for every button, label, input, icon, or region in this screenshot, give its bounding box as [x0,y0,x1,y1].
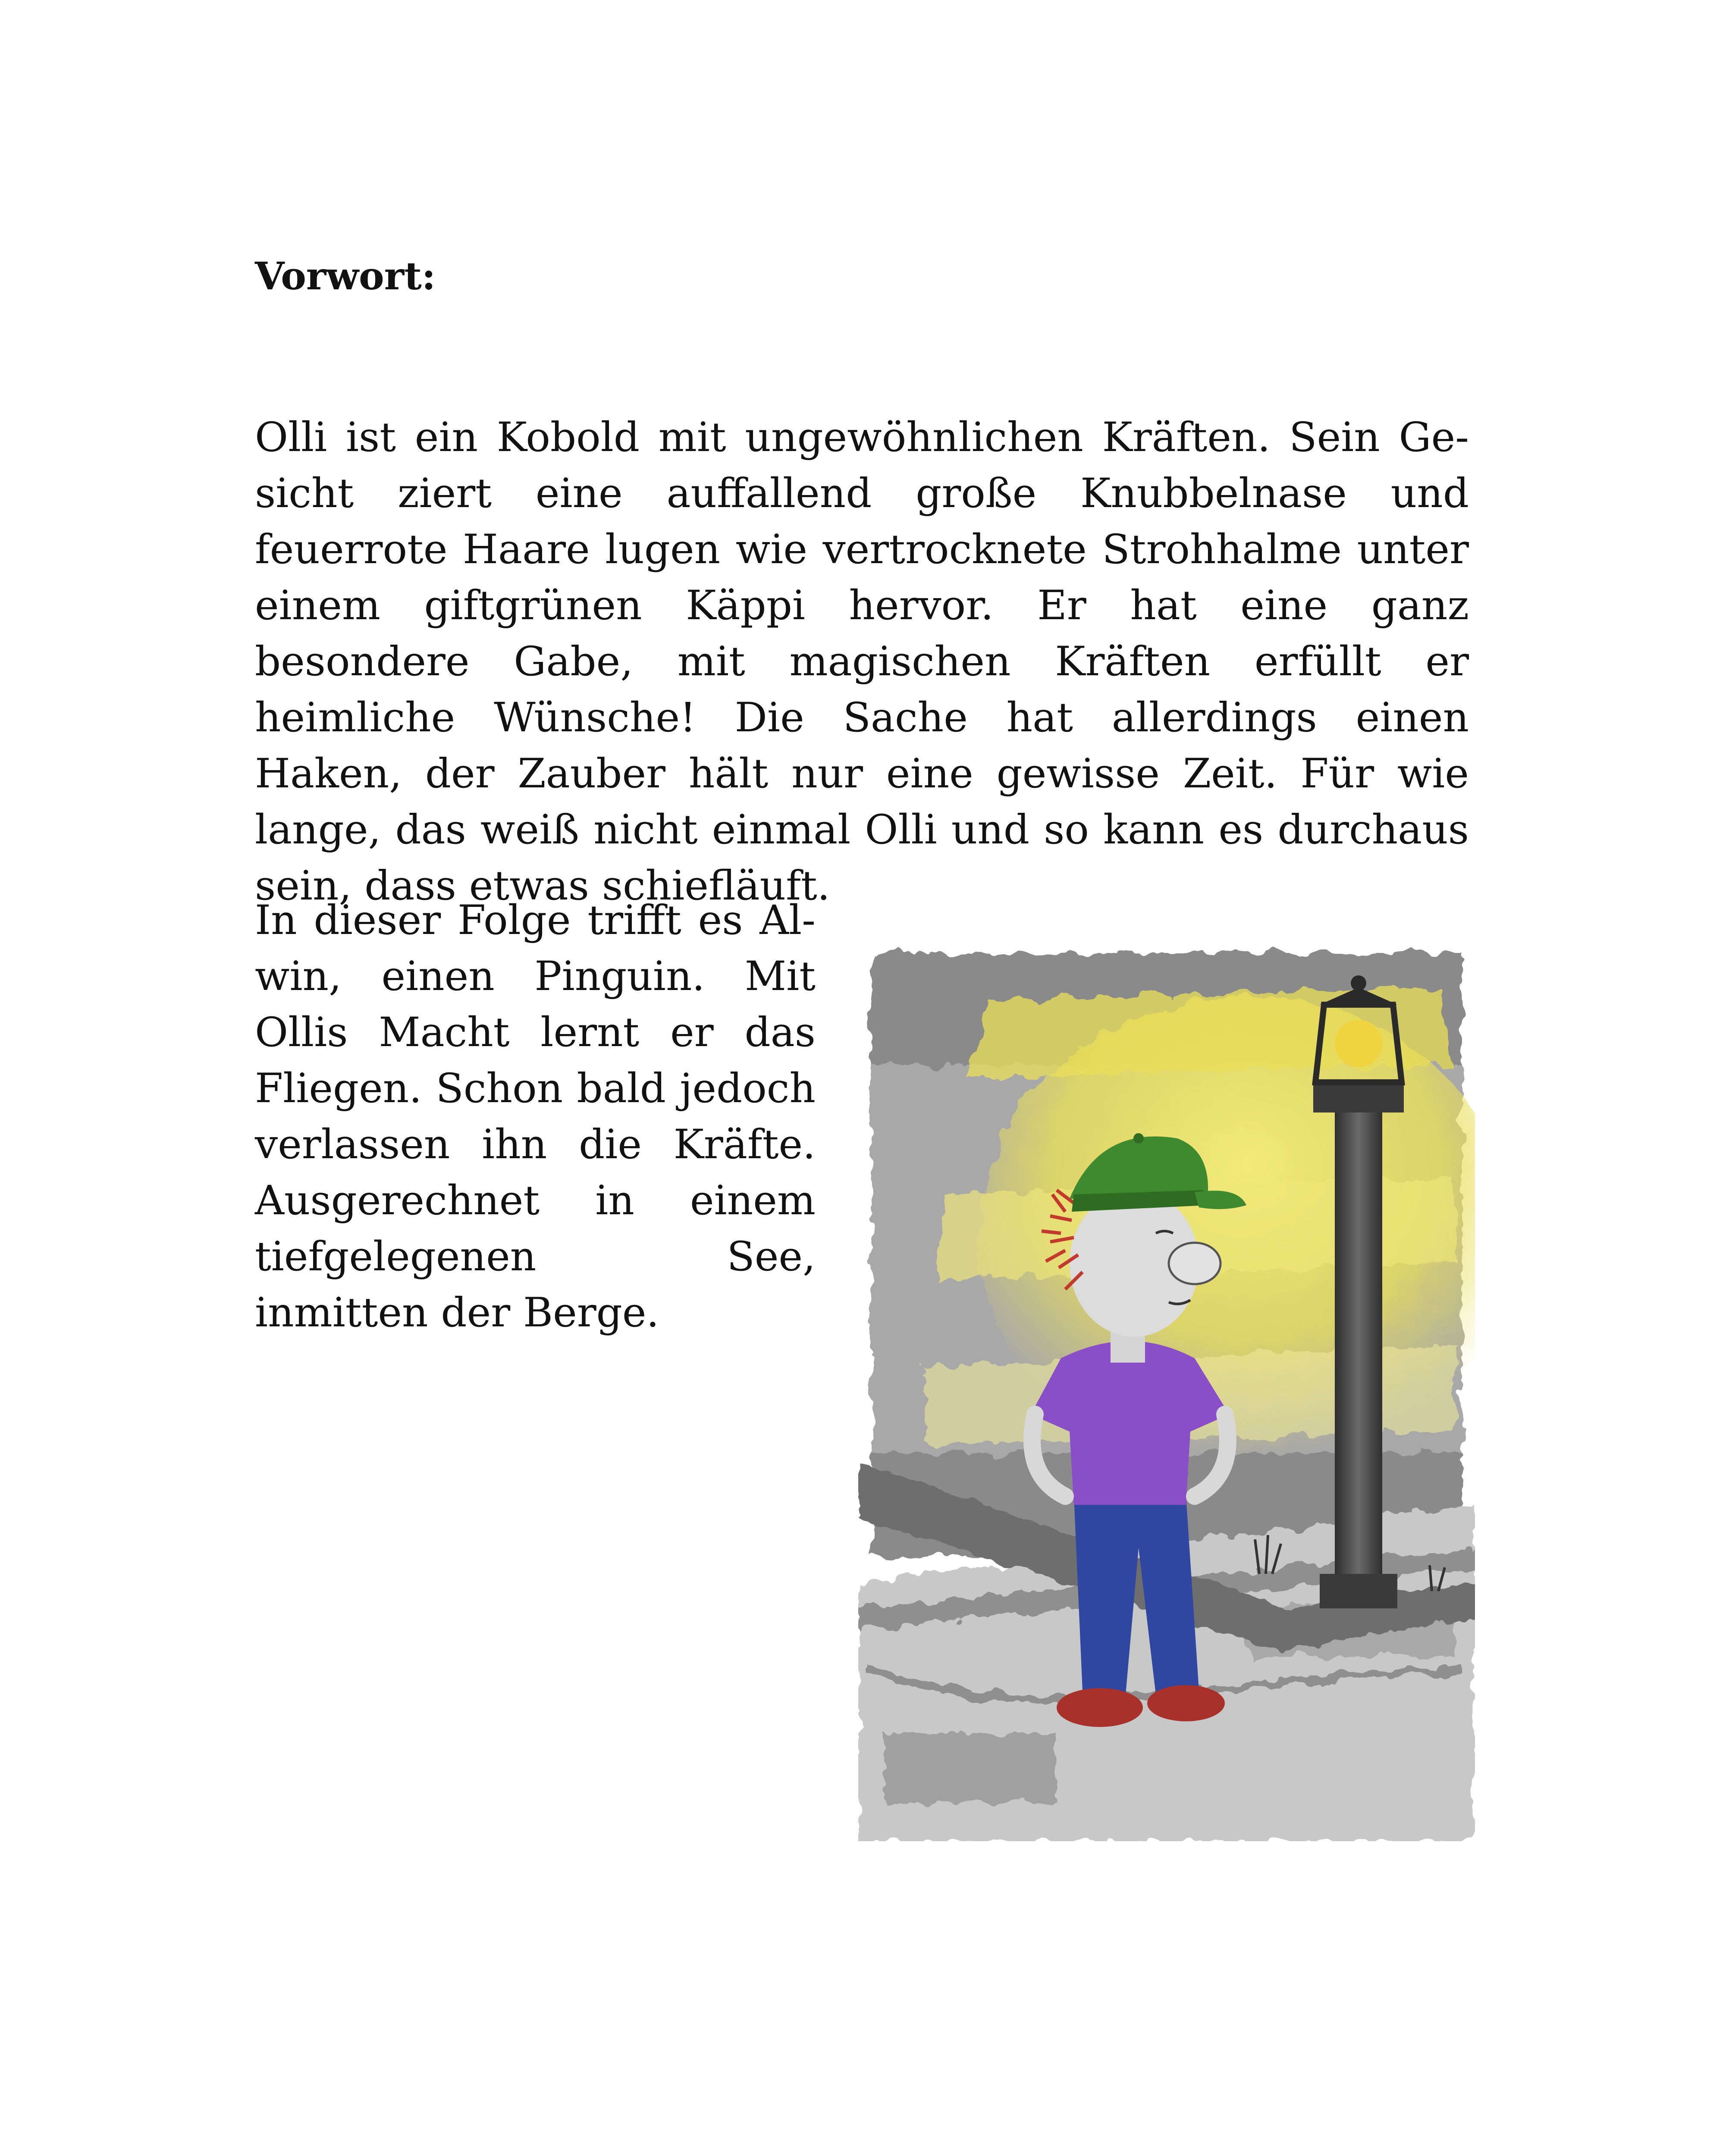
page-title: Vorwort: [255,254,436,298]
intro-paragraph: Olli ist ein Kobold mit ungewöhnlichen Kräften. Sein Gesicht ziert eine auffallend große Knubbelnase und feuerrote Haare lugen wie vertrocknete Strohhalme unter einem giftgrünen Käppi hervor. Er hat eine ganz besondere Gabe, mit magischen Kräften erfüllt er heimliche Wünsche! Die Sache hat allerdings einen Haken, der Zauber hält nur eine gewisse Zeit. Für wie lange, das weiß nicht einmal Olli und so kann es durchaus sein, dass etwas schiefläuft. [255,414,1469,909]
episode-paragraph: In dieser Folge trifft es Alwin, einen Pinguin. Mit Ollis Macht lernt er das Fliegen. Schon bald jedoch verlassen ihn die Kräfte. Ausgerechnet in einem tiefgelegenen See, inmitten der Berge. [255,897,816,1336]
kobold-lamppost-illustration [858,936,1475,1841]
